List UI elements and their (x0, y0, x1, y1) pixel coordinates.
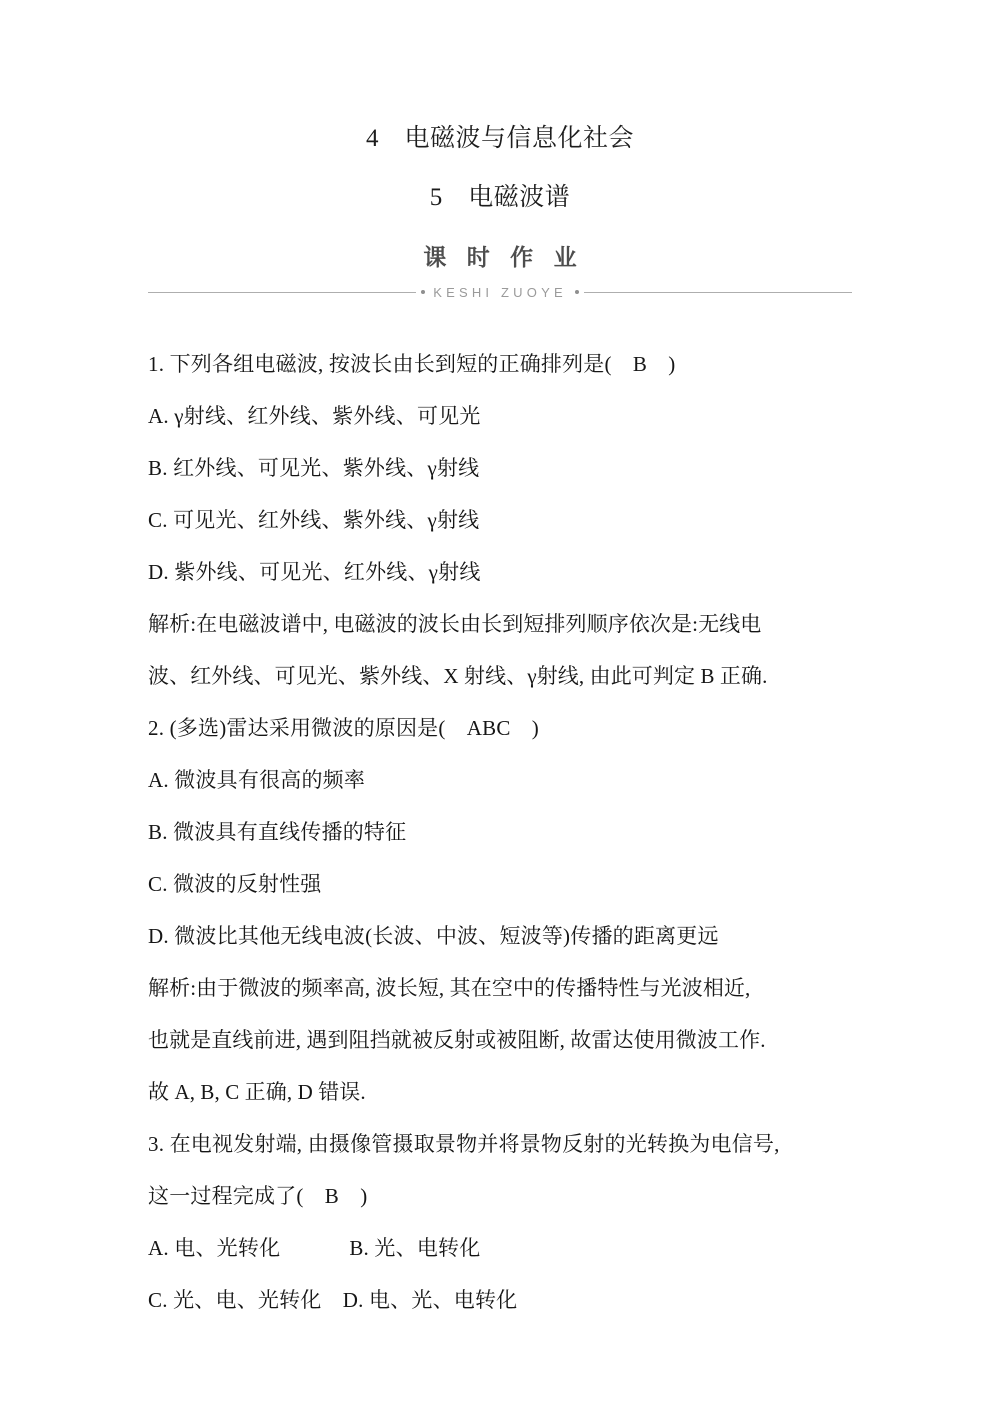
question-3-options-row-2: C. 光、电、光转化 D. 电、光、电转化 (148, 1288, 518, 1312)
question-1-option-a: A. γ射线、红外线、紫外线、可见光 (148, 404, 481, 428)
question-2-option-b: B. 微波具有直线传播的特征 (148, 820, 407, 844)
page-titles (0, 126, 1000, 210)
question-3-stem-line-1: 3. 在电视发射端, 由摄像管摄取景物并将景物反射的光转换为电信号, (148, 1132, 780, 1156)
question-1-option-d: D. 紫外线、可见光、红外线、γ射线 (148, 560, 481, 584)
question-3-stem-line-2: 这一过程完成了( B ) (148, 1184, 368, 1208)
question-2-solution-line-3: 故 A, B, C 正确, D 错误. (148, 1080, 366, 1104)
question-1-option-b: B. 红外线、可见光、紫外线、γ射线 (148, 456, 480, 480)
homework-banner (0, 246, 1000, 308)
question-2-solution-line-2: 也就是直线前进, 遇到阻挡就被反射或被阻断, 故雷达使用微波工作. (148, 1028, 766, 1052)
question-2-option-d: D. 微波比其他无线电波(长波、中波、短波等)传播的距离更远 (148, 924, 719, 948)
question-3-options-row-1: A. 电、光转化 B. 光、电转化 (148, 1236, 481, 1260)
section-title-5: 5 电磁波谱 (429, 184, 571, 211)
question-1-option-c: C. 可见光、红外线、紫外线、γ射线 (148, 508, 480, 532)
question-2-option-c: C. 微波的反射性强 (148, 872, 322, 896)
banner-divider (148, 283, 852, 301)
question-1-solution-line-2: 波、红外线、可见光、紫外线、X 射线、γ射线, 由此可判定 B 正确. (148, 664, 768, 688)
question-2-option-a: A. 微波具有很高的频率 (148, 768, 366, 792)
question-2-stem: 2. (多选)雷达采用微波的原因是( ABC ) (148, 716, 539, 740)
divider-dot-right (575, 290, 579, 294)
divider-line-right (584, 292, 852, 293)
banner-title-pinyin: KESHI ZUOYE (433, 284, 567, 300)
divider-dot-left (421, 290, 425, 294)
section-title-4: 4 电磁波与信息化社会 (365, 125, 634, 152)
exercise-body (0, 338, 1000, 1326)
divider-line-left (148, 292, 416, 293)
question-2-solution-line-1: 解析:由于微波的频率高, 波长短, 其在空中的传播特性与光波相近, (148, 976, 751, 1000)
banner-title-cn: 课 时 作 业 (423, 244, 584, 270)
question-1-solution-line-1: 解析:在电磁波谱中, 电磁波的波长由长到短排列顺序依次是:无线电 (148, 612, 762, 636)
question-1-stem: 1. 下列各组电磁波, 按波长由长到短的正确排列是( B ) (148, 352, 676, 376)
